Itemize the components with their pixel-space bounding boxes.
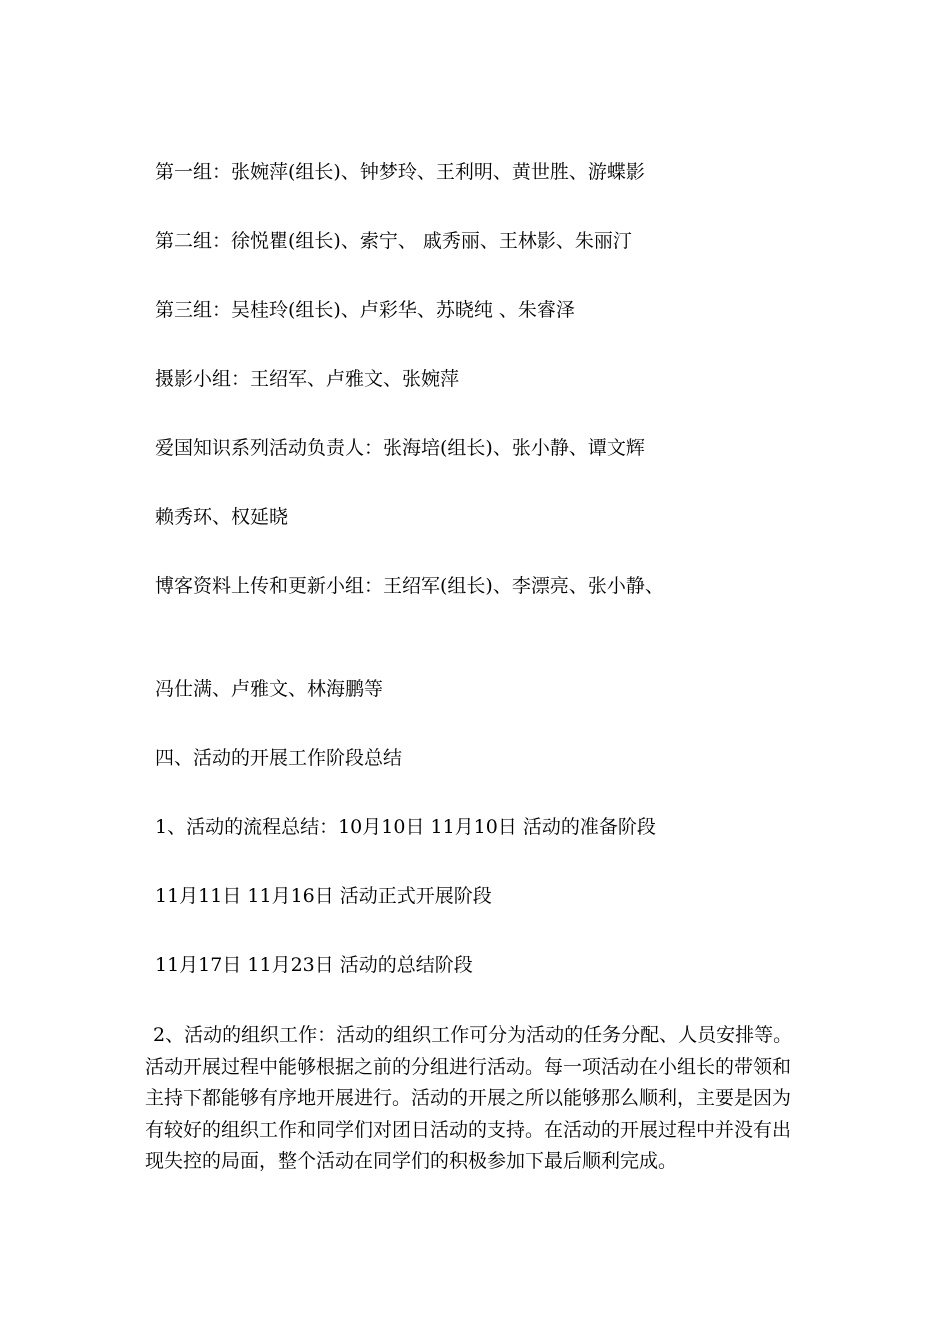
group-three-line: 第三组：吴桂玲(组长)、卢彩华、苏晓纯 、朱睿泽 [155,299,575,321]
formal-stage-line: 11月11日 11月16日 活动正式开展阶段 [155,885,492,907]
patriotic-activity-leaders-line: 爱国知识系列活动负责人：张海培(组长)、张小静、谭文辉 [155,437,645,459]
group-two-line: 第二组：徐悦瞿(组长)、索宁、 戚秀丽、王林影、朱丽汀 [155,230,632,252]
group-one-line: 第一组：张婉萍(组长)、钟梦玲、王利明、黄世胜、游蝶影 [155,161,645,183]
process-summary-line: 1、活动的流程总结：10月10日 11月10日 活动的准备阶段 [155,816,656,838]
organization-work-paragraph: 2、活动的组织工作：活动的组织工作可分为活动的任务分配、人员安排等。活动开展过程中能够根据之前的分组进行活动。每一项活动在小组长的带领和主持下都能够有序地开展进行。活动的开展之所以能够那么顺利，主要是因为有较好的组织工作和同学们对团日活动的支持。在活动的开展过程中并没有出现失控的局面，整个活动在同学们的积极参加下最后顺利完成。 [145,1024,793,1172]
photography-group-line: 摄影小组：王绍军、卢雅文、张婉萍 [155,368,460,390]
patriotic-activity-leaders-cont-line: 赖秀环、权延晓 [155,506,289,528]
blog-group-cont-line: 冯仕满、卢雅文、林海鹏等 [155,678,384,700]
section-heading-four: 四、活动的开展工作阶段总结 [155,747,403,769]
blog-group-line: 博客资料上传和更新小组：王绍军(组长)、李漂亮、张小静、 [155,575,664,597]
summary-stage-line: 11月17日 11月23日 活动的总结阶段 [155,954,473,976]
